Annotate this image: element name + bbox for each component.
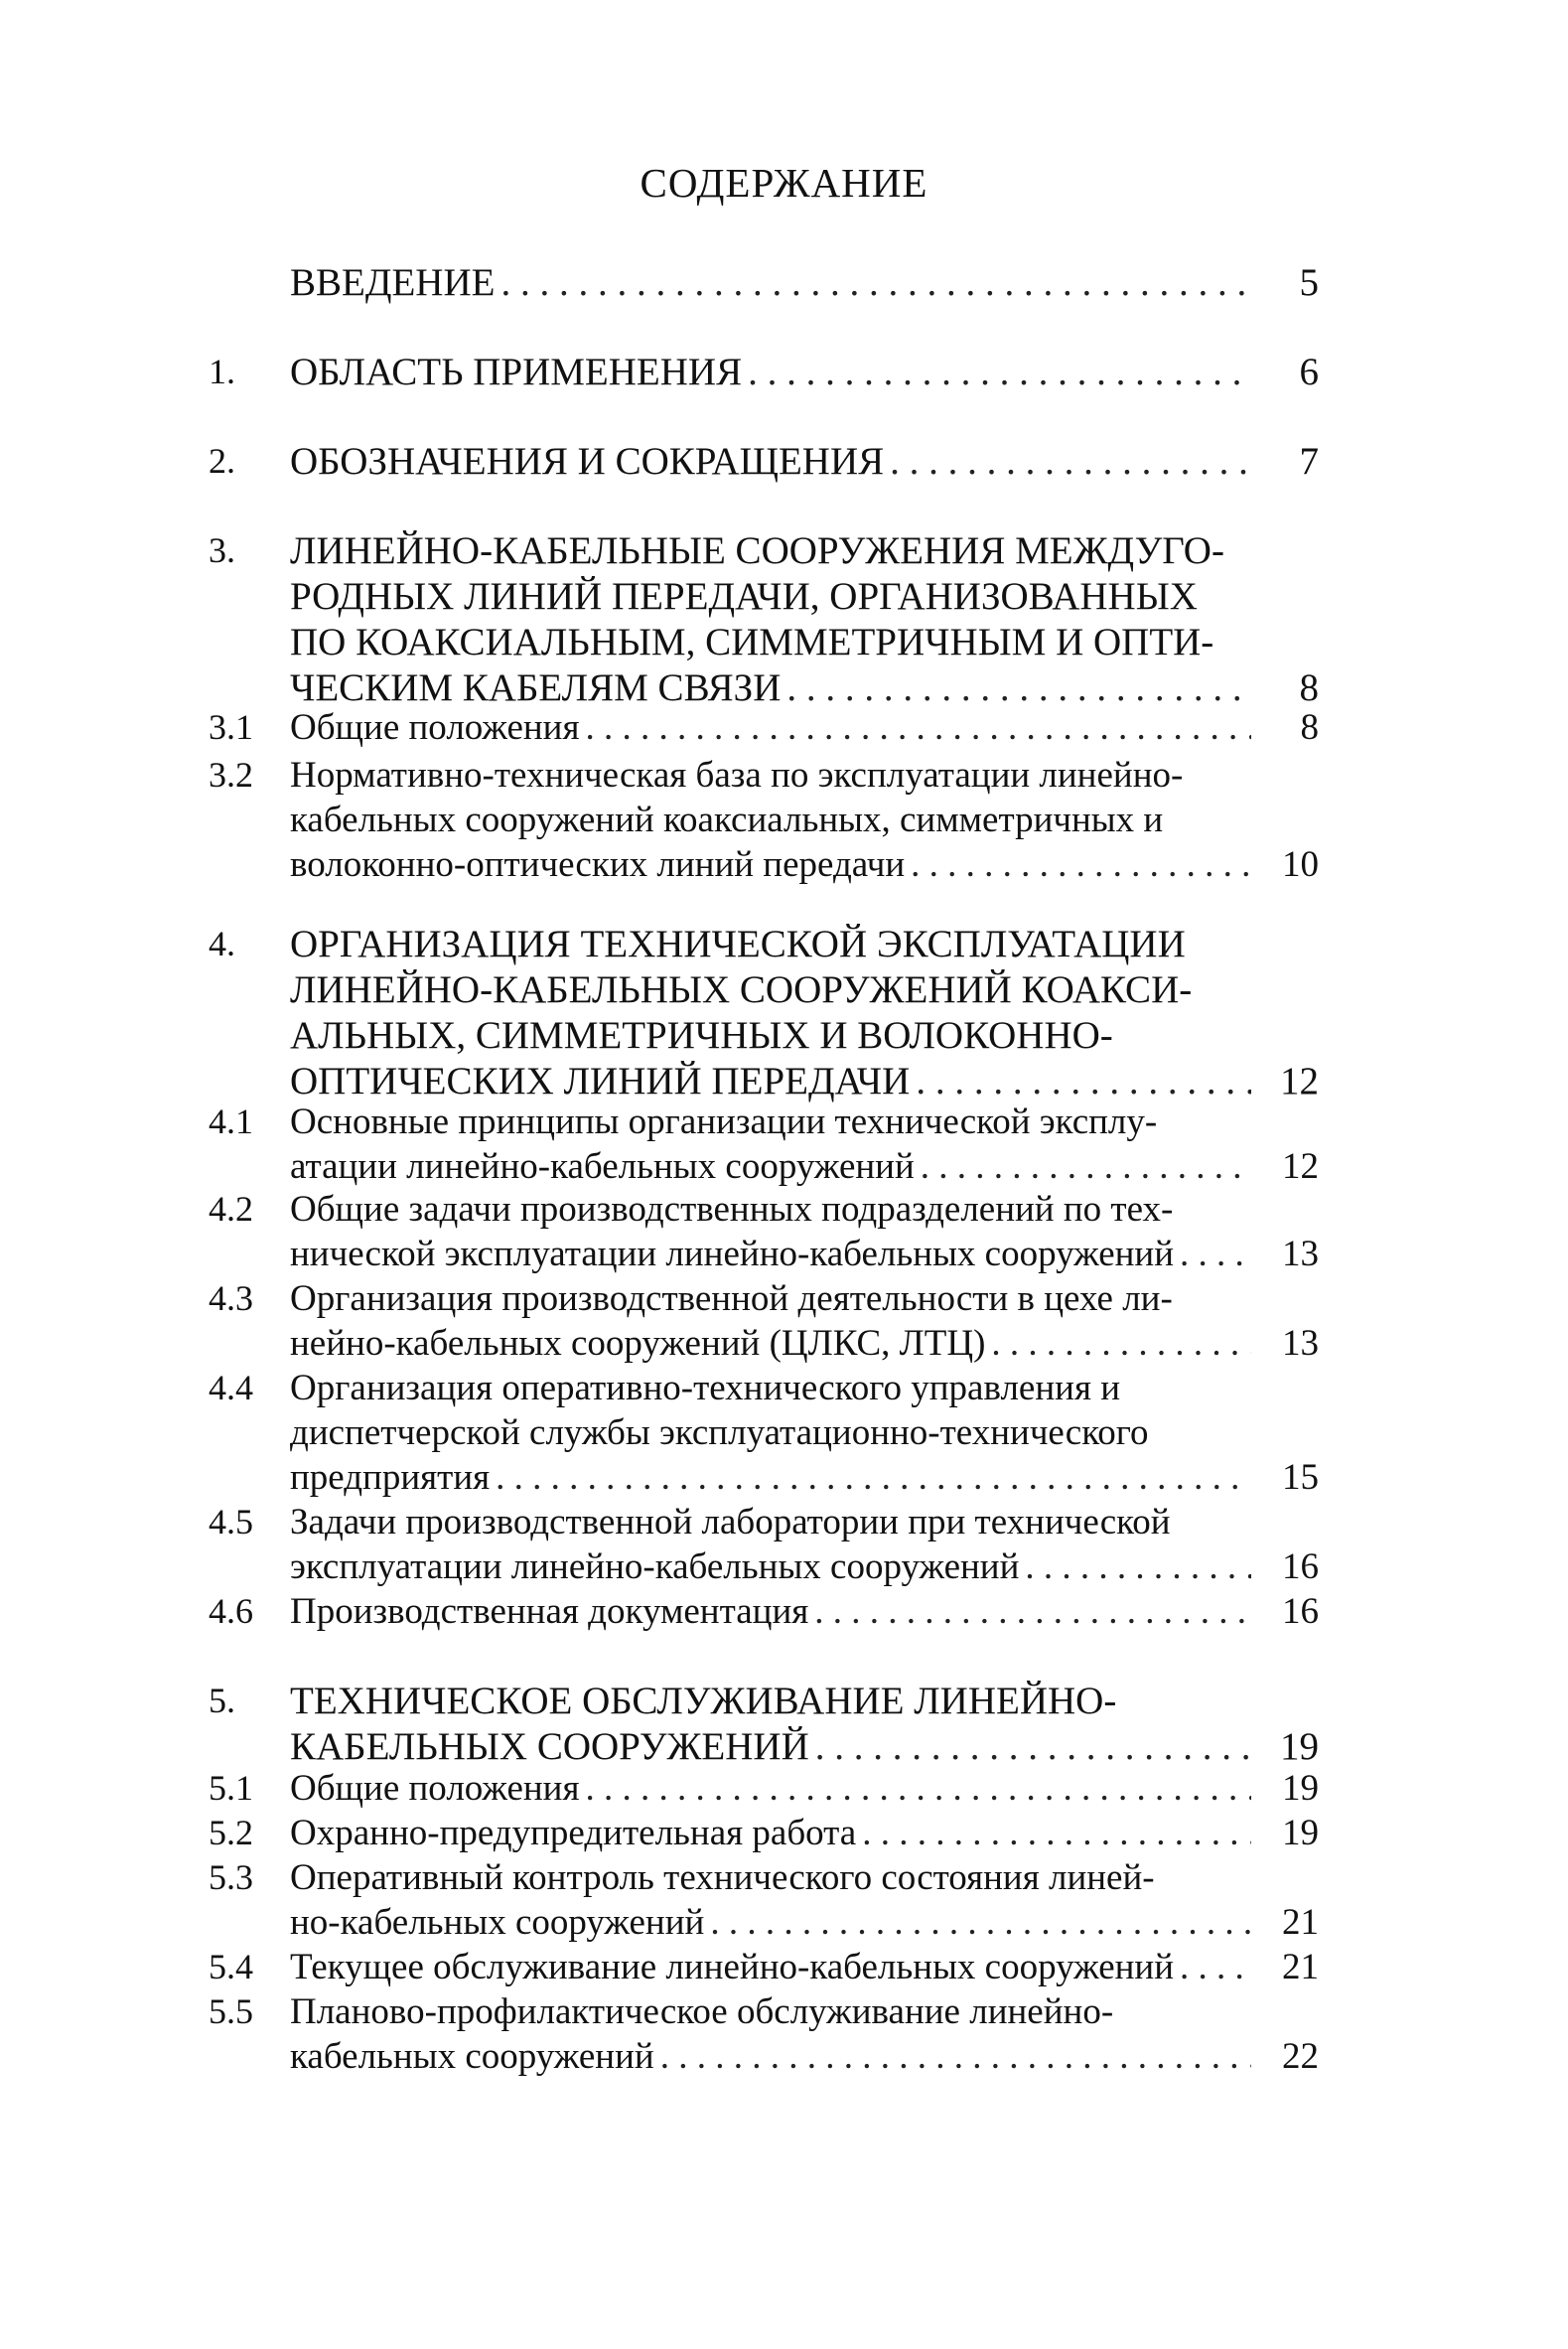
toc-entry-page: 16 [1282,1546,1319,1587]
toc-entry-last-line [290,1144,1319,1189]
toc-entry-body [290,1589,1319,1634]
toc-entry-line: Нормативно-техническая база по эксплуатации линейно- [290,755,1184,796]
toc-entry-body [290,1855,1319,1945]
toc-entry-title: предприятия [290,1457,491,1498]
toc-entry-body [290,1187,1319,1276]
toc-entry-page: 19 [1282,1813,1319,1853]
toc-entry-page: 8 [1300,707,1319,748]
toc-entry-last-line [290,705,1319,750]
toc-entry-line: АЛЬНЫХ, СИММЕТРИЧНЫХ И ВОЛОКОННО- [290,1014,1113,1057]
dot-leader [1025,1544,1251,1589]
toc-entry-body [290,260,1319,306]
toc-entry-number: 3.1 [209,707,253,747]
toc-entry-title: Охранно-предупредительная работа [290,1813,857,1853]
toc-entry-line: Организация производственной деятельности в цехе ли- [290,1278,1173,1319]
dot-leader [916,1059,1251,1104]
toc-entry-body [290,1100,1319,1189]
toc-entry-last-line [290,439,1319,485]
dot-leader [710,1900,1251,1945]
toc-entry-page: 10 [1282,844,1319,885]
toc-entry-title: Текущее обслуживание линейно-кабельных сооружений [290,1947,1175,1987]
toc-entry-title: волоконно-оптических линий передачи [290,844,906,885]
toc-entry-page: 16 [1282,1591,1319,1632]
dot-leader [1180,1232,1251,1276]
toc-entry-number: 5.2 [209,1813,253,1852]
toc-entry-last-line [290,1811,1319,1855]
toc-entry-number: 4.5 [209,1502,253,1542]
toc-entry-last-line [290,260,1319,306]
toc-entry-body [290,1766,1319,1811]
toc-entry-title: ОБОЗНАЧЕНИЯ И СОКРАЩЕНИЯ [290,440,885,483]
page-title: СОДЕРЖАНИЕ [640,160,928,206]
dot-leader [500,260,1251,306]
toc-entry-title: КАБЕЛЬНЫХ СООРУЖЕНИЙ [290,1725,809,1768]
toc-entry-number: 3. [209,530,235,570]
dot-leader [1180,1945,1251,1989]
toc-entry-title: нической эксплуатации линейно-кабельных сооружений [290,1234,1175,1274]
toc-entry-page: 21 [1282,1902,1319,1943]
toc-entry-page: 21 [1282,1947,1319,1987]
toc-entry-body [290,1679,1319,1770]
toc-entry-number: 5.3 [209,1857,253,1897]
toc-entry-line: Общие задачи производственных подразделений по тех- [290,1189,1174,1230]
toc-entry-title: атации линейно-кабельных сооружений [290,1146,915,1187]
toc-entry-line: Оперативный контроль технического состояния линей- [290,1857,1155,1898]
toc-entry-title: Производственная документация [290,1591,809,1632]
toc-entry-last-line [290,842,1319,887]
toc-entry-number: 4. [209,924,235,963]
toc-entry-number: 1. [209,352,235,391]
toc-entry-line: РОДНЫХ ЛИНИЙ ПЕРЕДАЧИ, ОРГАНИЗОВАННЫХ [290,575,1198,618]
toc-entry-number: 5.1 [209,1768,253,1808]
toc-entry-number: 5.5 [209,1991,253,2031]
toc-entry-last-line [290,1589,1319,1634]
toc-entry-body [290,1989,1319,2079]
toc-entry-last-line [290,1766,1319,1811]
toc-entry-line: Планово-профилактическое обслуживание линейно- [290,1991,1114,2032]
toc-entry-title: но-кабельных сооружений [290,1902,705,1943]
toc-entry-last-line [290,1321,1319,1366]
toc-entry-title: Общие положения [290,1768,580,1809]
dot-leader [815,1724,1251,1770]
toc-entry-page: 12 [1282,1146,1319,1187]
dot-leader [496,1455,1251,1500]
toc-entry-body [290,1945,1319,1989]
toc-entry-line: ТЕХНИЧЕСКОЕ ОБСЛУЖИВАНИЕ ЛИНЕЙНО- [290,1680,1117,1722]
toc-entry-number: 4.4 [209,1368,253,1407]
toc-entry-last-line [290,350,1319,395]
toc-entry-number: 5. [209,1681,235,1720]
dot-leader [921,1144,1251,1189]
toc-entry-title: ОБЛАСТЬ ПРИМЕНЕНИЯ [290,351,743,393]
toc-entry-number: 4.2 [209,1189,253,1229]
toc-entry-last-line [290,1232,1319,1276]
toc-entry-title: Общие положения [290,707,580,748]
dot-leader [660,2034,1251,2079]
toc-entry-body [290,705,1319,750]
toc-entry-line: ПО КОАКСИАЛЬНЫМ, СИММЕТРИЧНЫМ И ОПТИ- [290,621,1214,663]
toc-entry-number: 4.3 [209,1278,253,1318]
toc-entry-last-line [290,1724,1319,1770]
toc-entry-page: 19 [1282,1768,1319,1809]
toc-entry-line: Организация оперативно-технического управления и [290,1368,1121,1408]
toc-entry-body [290,1276,1319,1366]
toc-entry-last-line [290,1455,1319,1500]
dot-leader [585,705,1251,750]
toc-entry-page: 19 [1280,1725,1319,1768]
toc-entry-title: кабельных сооружений [290,2036,654,2077]
toc-entry-last-line [290,2034,1319,2079]
toc-entry-page: 12 [1280,1060,1319,1102]
toc-entry-number: 4.1 [209,1101,253,1141]
toc-entry-page: 13 [1282,1323,1319,1364]
toc-entry-number: 3.2 [209,755,253,795]
toc-entry-page: 13 [1282,1234,1319,1274]
toc-entry-page: 6 [1299,351,1319,393]
toc-entry-line: ЛИНЕЙНО-КАБЕЛЬНЫЕ СООРУЖЕНИЯ МЕЖДУГО- [290,529,1224,572]
toc-entry-number: 4.6 [209,1591,253,1631]
toc-entry-line: Основные принципы организации технической эксплу- [290,1101,1158,1142]
dot-leader [814,1589,1251,1634]
toc-entry-title: ОПТИЧЕСКИХ ЛИНИЙ ПЕРЕДАЧИ [290,1060,911,1102]
dot-leader [911,842,1251,887]
dot-leader [991,1321,1251,1366]
toc-entry-line: кабельных сооружений коаксиальных, симметричных и [290,800,1164,840]
toc-entry-body [290,753,1319,887]
toc-entry-page: 15 [1282,1457,1319,1498]
toc-entry-number: 5.4 [209,1947,253,1986]
toc-entry-title: ВВЕДЕНИЕ [290,261,496,304]
toc-entry-last-line [290,1059,1319,1104]
toc-entry-last-line [290,1544,1319,1589]
toc-entry-line: Задачи производственной лаборатории при технической [290,1502,1171,1542]
toc-entry-page: 5 [1299,261,1319,304]
toc-entry-page: 22 [1282,2036,1319,2077]
dot-leader [585,1766,1251,1811]
toc-entry-last-line [290,1945,1319,1989]
toc-entry-title: ЧЕСКИМ КАБЕЛЯМ СВЯЗИ [290,666,782,709]
toc-entry-body [290,922,1319,1104]
toc-entry-line: ОРГАНИЗАЦИЯ ТЕХНИЧЕСКОЙ ЭКСПЛУАТАЦИИ [290,923,1186,965]
toc-entry-page: 7 [1299,440,1319,483]
toc-entry-title: эксплуатации линейно-кабельных сооружений [290,1546,1020,1587]
toc-entry-number: 2. [209,441,235,481]
toc-entry-body [290,1500,1319,1589]
toc-entry-line: ЛИНЕЙНО-КАБЕЛЬНЫХ СООРУЖЕНИЙ КОАКСИ- [290,968,1193,1011]
toc-entry-last-line [290,1900,1319,1945]
toc-entry-title: нейно-кабельных сооружений (ЦЛКС, ЛТЦ) [290,1323,986,1364]
toc-entry-body [290,1811,1319,1855]
toc-entry-body [290,1366,1319,1500]
dot-leader [890,439,1251,485]
dot-leader [862,1811,1251,1855]
dot-leader [748,350,1251,395]
toc-entry-body [290,528,1319,711]
toc-entry-line: диспетчерской службы эксплуатационно-технического [290,1412,1149,1453]
toc-entry-body [290,350,1319,395]
toc-entry-page: 8 [1299,666,1319,709]
toc-entry-body [290,439,1319,485]
